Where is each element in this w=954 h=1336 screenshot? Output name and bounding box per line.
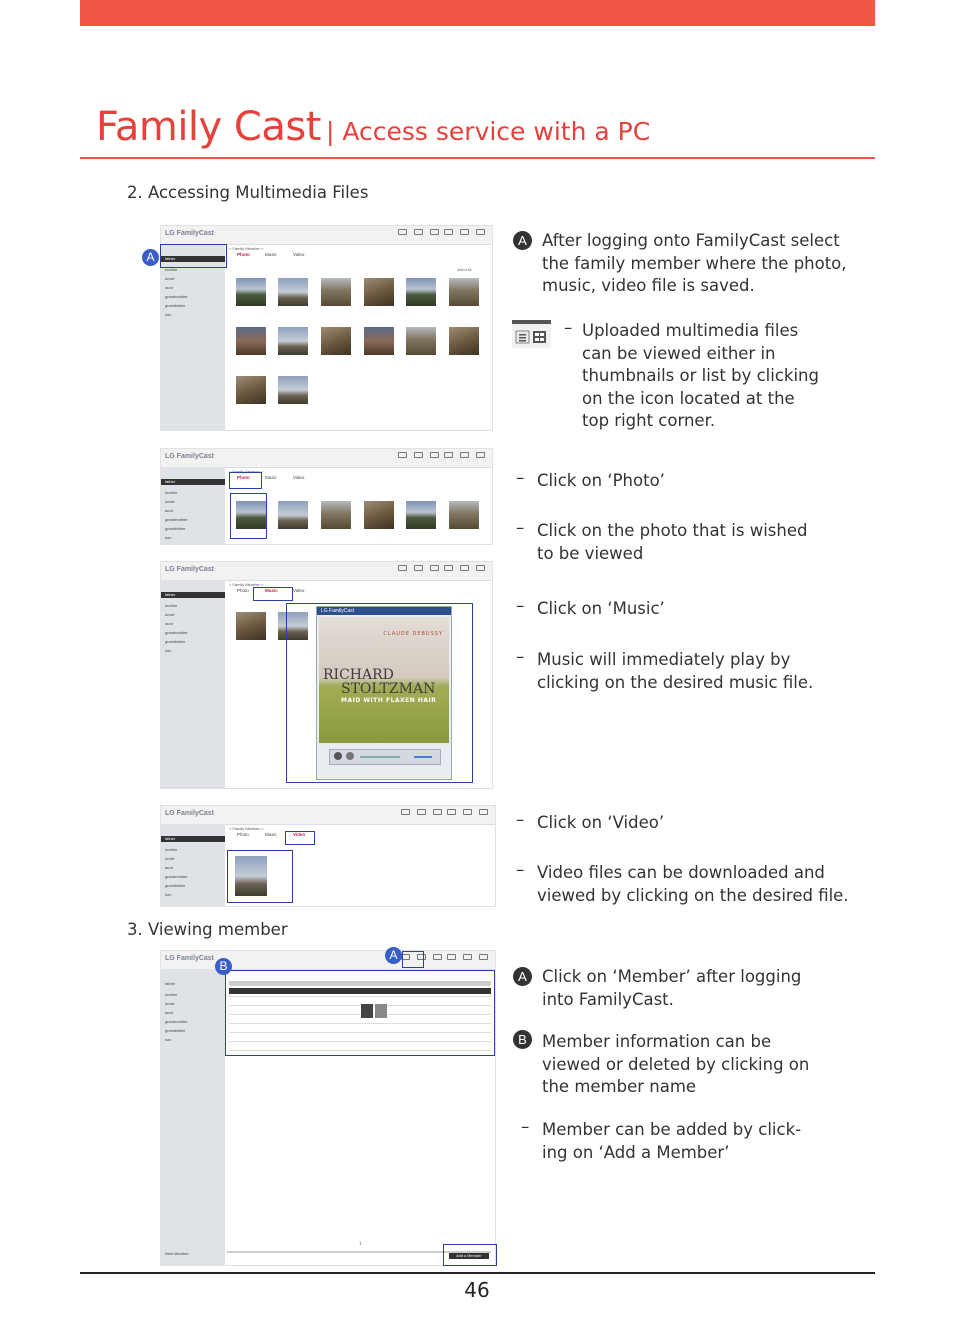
breadcrumb: > Family Member > bbox=[229, 826, 264, 831]
photo-thumbnail[interactable] bbox=[364, 327, 394, 355]
dash-marker: – bbox=[516, 596, 525, 615]
photo-thumbnail[interactable] bbox=[236, 278, 266, 306]
album-artist-last: STOLTZMAN bbox=[341, 681, 436, 697]
photo-thumbnail[interactable] bbox=[449, 501, 479, 529]
sidebar-item[interactable]: son bbox=[165, 1037, 172, 1042]
footer-rule bbox=[80, 1272, 875, 1274]
photo-thumbnail[interactable] bbox=[321, 327, 351, 355]
screenshot-video-tab bbox=[160, 805, 496, 907]
sidebar-item[interactable]: grandmother bbox=[165, 517, 188, 522]
note-member-info: Member information can be viewed or deleted by clicking on the member name bbox=[542, 1032, 810, 1096]
sidebar-item[interactable]: mother bbox=[165, 490, 178, 495]
sidebar-item[interactable]: grandmother bbox=[165, 294, 188, 299]
photo-thumbnail[interactable] bbox=[406, 278, 436, 306]
app-logo: LG FamilyCast bbox=[165, 810, 215, 817]
sidebar-item[interactable]: father bbox=[161, 592, 225, 598]
section-heading-member: 3. Viewing member bbox=[127, 920, 288, 939]
tab-music[interactable]: Music bbox=[265, 832, 277, 837]
dash-marker: – bbox=[516, 518, 525, 537]
dash-marker: – bbox=[516, 468, 525, 487]
member-sidebar bbox=[161, 467, 225, 544]
member-sidebar bbox=[161, 969, 225, 1265]
photo-thumbnail[interactable] bbox=[364, 501, 394, 529]
highlight-photo-tab bbox=[229, 472, 262, 489]
badge-a: A bbox=[513, 967, 532, 986]
photo-thumbnail[interactable] bbox=[449, 278, 479, 306]
note-click-photo-view: Click on the photo that is wished to be viewed bbox=[537, 521, 808, 563]
badge-a: A bbox=[142, 249, 159, 266]
title-rule bbox=[80, 157, 875, 159]
sidebar-item[interactable]: mother bbox=[165, 267, 178, 272]
sidebar-item[interactable]: grandmother bbox=[165, 1019, 188, 1024]
photo-thumbnail[interactable] bbox=[406, 501, 436, 529]
highlight-photo-thumbnail bbox=[230, 493, 267, 539]
note-click-music: Click on ‘Music’ bbox=[537, 599, 665, 618]
album-artist-first: RICHARD bbox=[323, 667, 394, 683]
toolbar-icons bbox=[388, 229, 488, 241]
app-logo: LG FamilyCast bbox=[165, 230, 215, 237]
photo-thumbnail[interactable] bbox=[321, 501, 351, 529]
page-number: 46 bbox=[464, 1278, 490, 1302]
player-title: LG FamilyCast bbox=[321, 608, 355, 614]
sidebar-item[interactable]: mother bbox=[165, 603, 178, 608]
highlight-video-thumbnail bbox=[227, 850, 293, 903]
photo-thumbnail[interactable] bbox=[321, 278, 351, 306]
photo-thumbnail[interactable] bbox=[236, 376, 266, 404]
album-title: MAID WITH FLAXEN HAIR bbox=[341, 697, 437, 704]
section-heading-multimedia: 2. Accessing Multimedia Files bbox=[127, 183, 369, 202]
highlight-music-player bbox=[286, 603, 473, 783]
breadcrumb: > Family Member > bbox=[229, 582, 264, 587]
sidebar-item[interactable]: grandfather bbox=[165, 883, 186, 888]
photo-thumbnail[interactable] bbox=[449, 327, 479, 355]
app-logo: LG FamilyCast bbox=[165, 955, 215, 962]
member-sidebar bbox=[161, 824, 225, 906]
sidebar-item[interactable]: aunt bbox=[165, 621, 173, 626]
highlight-member-selection bbox=[160, 244, 227, 268]
badge-b: B bbox=[215, 958, 232, 975]
note-click-video: Click on ‘Video’ bbox=[537, 813, 665, 832]
photo-thumbnail[interactable] bbox=[406, 327, 436, 355]
new-member-link[interactable]: New Member bbox=[165, 1251, 189, 1256]
sidebar-item[interactable]: son bbox=[165, 312, 172, 317]
music-thumbnail[interactable] bbox=[236, 612, 266, 640]
toolbar-icons bbox=[388, 565, 488, 577]
title-main: Family Cast bbox=[96, 104, 321, 150]
photo-thumbnail[interactable] bbox=[364, 278, 394, 306]
badge-a: A bbox=[513, 231, 532, 250]
dash-marker: – bbox=[516, 810, 525, 829]
sidebar-item[interactable]: father bbox=[161, 479, 225, 485]
note-video-download: Video files can be downloaded and viewed by clicking on the desired file. bbox=[537, 863, 849, 905]
pager[interactable]: 1 bbox=[359, 1241, 362, 1246]
sidebar-item[interactable]: aunt bbox=[165, 285, 173, 290]
member-sidebar bbox=[161, 580, 225, 788]
photo-thumbnail[interactable] bbox=[278, 278, 308, 306]
sidebar-item[interactable]: father bbox=[161, 836, 225, 842]
tab-music[interactable]: Music bbox=[265, 475, 277, 480]
note-music-play: Music will immediately play by clicking on the desired music file. bbox=[537, 650, 814, 692]
photo-thumbnail[interactable] bbox=[236, 327, 266, 355]
toolbar-icons bbox=[391, 809, 491, 821]
app-logo: LG FamilyCast bbox=[165, 566, 215, 573]
tab-video[interactable]: Video bbox=[293, 252, 305, 257]
photo-thumbnail[interactable] bbox=[278, 327, 308, 355]
badge-a: A bbox=[385, 947, 402, 964]
photo-thumbnail[interactable] bbox=[278, 376, 308, 404]
highlight-music-tab bbox=[253, 587, 293, 601]
tab-photo[interactable]: Photo bbox=[237, 588, 249, 593]
dash-marker: – bbox=[521, 1117, 530, 1136]
breadcrumb: > Family Member > bbox=[229, 469, 264, 474]
highlight-member-button bbox=[402, 951, 424, 968]
sidebar-item[interactable]: aunt bbox=[165, 1010, 173, 1015]
sidebar-item[interactable]: uncle bbox=[165, 499, 175, 504]
page-title bbox=[96, 104, 650, 150]
note-select-member: After logging onto FamilyCast select the family member where the photo, music, video file is saved. bbox=[542, 231, 847, 295]
member-sidebar bbox=[161, 244, 225, 430]
sidebar-item[interactable]: grandfather bbox=[165, 639, 186, 644]
album-composer: CLAUDE DEBUSSY bbox=[383, 631, 443, 637]
select-all[interactable]: Select All bbox=[457, 268, 472, 272]
sidebar-item[interactable]: father bbox=[165, 981, 176, 986]
title-sub: | Access service with a PC bbox=[325, 117, 651, 146]
sidebar-item[interactable]: uncle bbox=[165, 1001, 175, 1006]
note-click-member: Click on ‘Member’ after logging into FamilyCast. bbox=[542, 967, 802, 1009]
tab-video[interactable]: Video bbox=[293, 832, 306, 837]
sidebar-item[interactable]: mother bbox=[165, 847, 178, 852]
sidebar-item[interactable]: grandmother bbox=[165, 874, 188, 879]
highlight-add-member bbox=[443, 1244, 497, 1266]
sidebar-item[interactable]: son bbox=[165, 648, 172, 653]
sidebar-item[interactable]: grandfather bbox=[165, 1028, 186, 1033]
sidebar-item[interactable]: son bbox=[165, 892, 172, 897]
sidebar-item[interactable]: grandfather bbox=[165, 526, 186, 531]
sidebar-item[interactable]: aunt bbox=[165, 508, 173, 513]
sidebar-item[interactable]: grandfather bbox=[165, 303, 186, 308]
dash-marker: – bbox=[516, 647, 525, 666]
sidebar-item[interactable]: son bbox=[165, 535, 172, 540]
screenshot-photo-tab bbox=[160, 448, 493, 545]
top-accent-bar bbox=[80, 0, 875, 26]
note-click-photo: Click on ‘Photo’ bbox=[537, 471, 665, 490]
sidebar-item[interactable]: father bbox=[161, 256, 225, 262]
tab-photo[interactable]: Photo bbox=[237, 475, 250, 480]
highlight-video-tab bbox=[285, 831, 315, 845]
photo-thumbnail[interactable] bbox=[278, 501, 308, 529]
tab-video[interactable]: Video bbox=[293, 588, 305, 593]
sidebar-item[interactable]: uncle bbox=[165, 612, 175, 617]
app-logo: LG FamilyCast bbox=[165, 453, 215, 460]
view-toggle-icon bbox=[512, 320, 551, 348]
tab-video[interactable]: Video bbox=[293, 475, 305, 480]
sidebar-item[interactable]: aunt bbox=[165, 865, 173, 870]
tab-photo[interactable]: Photo bbox=[237, 832, 249, 837]
note-add-member: Member can be added by click- ing on ‘Add a Member’ bbox=[542, 1120, 802, 1162]
breadcrumb: > Family Member > bbox=[229, 246, 264, 251]
sidebar-item[interactable]: mother bbox=[165, 992, 178, 997]
sidebar-item[interactable]: uncle bbox=[165, 276, 175, 281]
highlight-member-table bbox=[225, 970, 495, 1056]
tab-music[interactable]: Music bbox=[265, 252, 277, 257]
tab-photo[interactable]: Photo bbox=[237, 252, 250, 257]
dash-marker: – bbox=[516, 860, 525, 879]
note-view-toggle: Uploaded multimedia files can be viewed either in thumbnails or list by clicking on the icon located at the top right corner. bbox=[582, 321, 819, 430]
sidebar-item[interactable]: uncle bbox=[165, 856, 175, 861]
sidebar-item[interactable]: grandmother bbox=[165, 630, 188, 635]
tab-music[interactable]: Music bbox=[265, 588, 278, 593]
add-member-button[interactable]: Add a Member bbox=[449, 1253, 489, 1259]
dash-marker: – bbox=[564, 318, 573, 337]
toolbar-icons bbox=[388, 452, 488, 464]
badge-b: B bbox=[513, 1030, 532, 1049]
app-header bbox=[161, 226, 492, 245]
